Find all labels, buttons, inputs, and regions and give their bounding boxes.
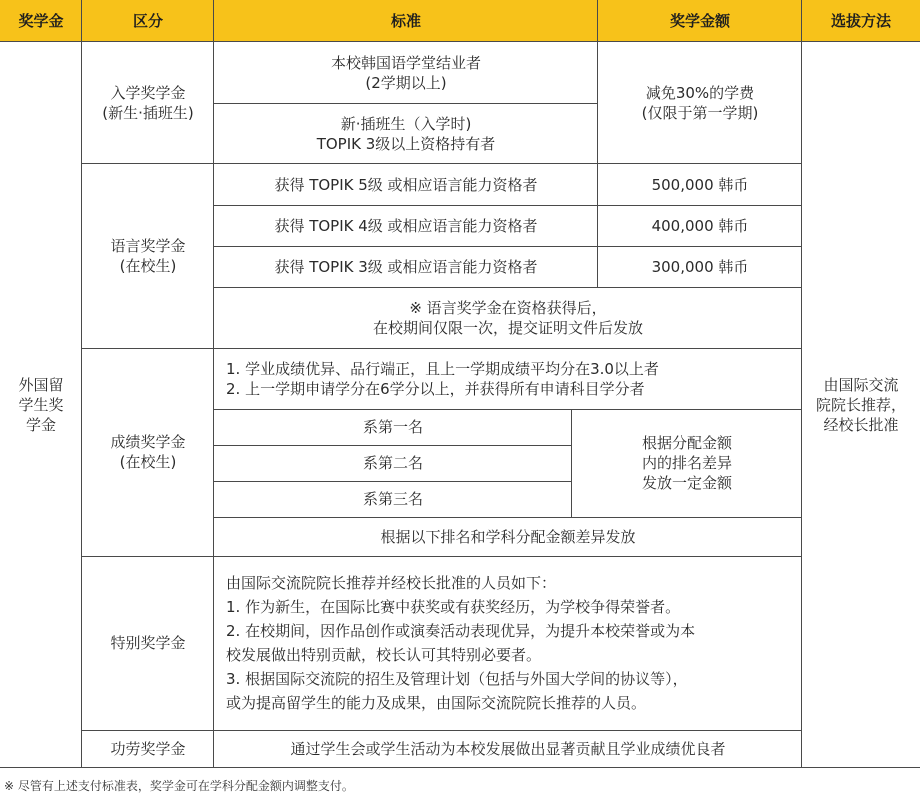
language-criteria-cell: [214, 164, 598, 205]
grid-line: [82, 730, 802, 731]
grade-rank-text: 系第一名: [362, 418, 423, 436]
grade-rank-text: 系第二名: [362, 454, 423, 472]
language-amount-cell: [598, 246, 802, 287]
header-category-text: 区分: [132, 12, 163, 30]
language-amount-text: 300,000 韩币: [651, 257, 749, 276]
special-criteria-line: 2. 在校期间，因作品创作或演奏活动表现优异，为提升本校荣誉或为本: [226, 622, 696, 640]
selection-method-line: 由国际交流: [823, 376, 899, 394]
special-category-text: 特别奖学金: [110, 634, 186, 652]
grid-line: [214, 445, 572, 446]
grid-line: [214, 246, 802, 247]
grade-amount-line: 根据分配金额: [641, 434, 732, 452]
entrance-amount-cell: [598, 42, 802, 164]
scholarship-name-line: 外国留: [18, 376, 64, 394]
grid-line: [214, 517, 802, 518]
language-criteria-text: 获得 TOPIK 4级 或相应语言能力资格者: [274, 216, 538, 235]
grid-line: [81, 0, 82, 768]
grade-category-line: (在校生): [119, 453, 177, 471]
language-amount-text: 500,000 韩币: [651, 175, 749, 194]
entrance-criteria-cell: [214, 42, 598, 103]
grade-amount-line: 发放一定金额: [641, 474, 732, 492]
language-criteria-cell: [214, 246, 598, 287]
special-criteria-line: 校发展做出特别贡献，校长认可其特别必要者。: [226, 646, 542, 664]
special-criteria-line: 3. 根据国际交流院的招生及管理计划（包括与外国大学间的协议等），: [226, 670, 688, 688]
language-criteria-text: 获得 TOPIK 5级 或相应语言能力资格者: [274, 175, 538, 194]
language-category-cell: [82, 164, 214, 348]
language-note-cell: [214, 287, 802, 348]
header-category: [82, 0, 214, 42]
language-category-line: (在校生): [119, 257, 177, 275]
header-selection-text: 选拔方法: [830, 12, 891, 30]
grade-requirements-cell: [214, 348, 802, 409]
language-amount-text: 400,000 韩币: [651, 216, 749, 235]
grade-rank-text: 系第三名: [362, 490, 423, 508]
grid-line: [597, 42, 598, 287]
special-category-cell: [82, 556, 214, 730]
merit-criteria-cell: [214, 730, 802, 768]
special-criteria-line: 或为提高留学生的能力及成果，由国际交流院院长推荐的人员。: [226, 694, 647, 712]
grid-line: [82, 163, 802, 164]
special-criteria-cell: [214, 556, 802, 730]
footnote: ※ 尽管有上述支付标准表，奖学金可在学科分配金额内调整支付。: [4, 779, 354, 793]
selection-method-cell: [802, 42, 920, 768]
language-criteria-text: 获得 TOPIK 3级 或相应语言能力资格者: [274, 257, 538, 276]
grade-requirement-line: 1. 学业成绩优异、品行端正，且上一学期成绩平均分在3.0以上者: [226, 359, 659, 378]
grid-line: [597, 0, 598, 42]
grade-category-line: 成绩奖学金: [110, 433, 186, 451]
grade-requirement-line: 2. 上一学期申请学分在6学分以上，并获得所有申请科目学分者: [226, 379, 645, 398]
header-scholarship-text: 奖学金: [18, 12, 64, 30]
entrance-criteria-line: (2学期以上): [365, 73, 447, 92]
language-amount-cell: [598, 164, 802, 205]
header-selection: [802, 0, 920, 42]
grid-line: [214, 103, 598, 104]
grade-rank-cell: [214, 409, 572, 445]
grid-line: [214, 205, 802, 206]
entrance-criteria-line: TOPIK 3级以上资格持有者: [316, 134, 496, 153]
scholarship-name-line: 学金: [25, 416, 56, 434]
special-criteria-line: 1. 作为新生，在国际比赛中获奖或有获奖经历，为学校争得荣誉者。: [226, 598, 681, 616]
language-category-line: 语言奖学金: [110, 237, 186, 255]
entrance-criteria-line: 本校韩国语学堂结业者: [330, 53, 481, 72]
grid-line: [0, 41, 920, 42]
entrance-amount-line: (仅限于第一学期): [641, 104, 759, 122]
grid-line: [214, 409, 802, 410]
scholarship-name-line: 学生奖: [18, 396, 64, 414]
entrance-category-cell: [82, 42, 214, 164]
grade-footer-text: 根据以下排名和学科分配金额差异发放: [380, 527, 636, 546]
grade-footer-cell: [214, 517, 802, 556]
grade-rank-cell: [214, 481, 572, 517]
entrance-criteria-cell: [214, 103, 598, 164]
grade-amount-cell: [572, 409, 802, 517]
header-amount: [598, 0, 802, 42]
grade-rank-cell: [214, 445, 572, 481]
entrance-amount-line: 减免30%的学费: [645, 84, 755, 102]
special-criteria-line: 由国际交流院院长推荐并经校长批准的人员如下：: [226, 574, 557, 592]
selection-method-line: 经校长批准: [823, 416, 899, 434]
grade-amount-line: 内的排名差异: [641, 454, 732, 472]
language-note-line: ※ 语言奖学金在资格获得后，: [409, 298, 607, 317]
language-amount-cell: [598, 205, 802, 246]
entrance-criteria-line: 新·插班生（入学时): [340, 114, 472, 133]
header-amount-text: 奖学金额: [669, 12, 730, 30]
selection-method-line: 院院长推荐，: [815, 396, 906, 414]
scholarship-name-cell: [0, 42, 82, 768]
grid-line: [214, 481, 572, 482]
language-criteria-cell: [214, 205, 598, 246]
grid-line: [214, 287, 802, 288]
grid-line: [82, 348, 802, 349]
header-criteria: [214, 0, 598, 42]
language-note-line: 在校期间仅限一次，提交证明文件后发放: [372, 318, 643, 337]
grid-line: [213, 0, 214, 768]
header-criteria-text: 标准: [390, 12, 421, 30]
merit-criteria-text: 通过学生会或学生活动为本校发展做出显著贡献且学业成绩优良者: [290, 740, 726, 758]
grid-line: [571, 409, 572, 517]
grid-line: [82, 556, 802, 557]
grade-category-cell: [82, 348, 214, 556]
merit-category-text: 功劳奖学金: [110, 740, 186, 758]
merit-category-cell: [82, 730, 214, 768]
grid-line: [801, 0, 802, 768]
entrance-category-line: 入学奖学金: [110, 84, 186, 102]
entrance-category-line: (新生·插班生): [102, 104, 194, 122]
grid-line: [0, 767, 920, 768]
header-scholarship: [0, 0, 82, 42]
